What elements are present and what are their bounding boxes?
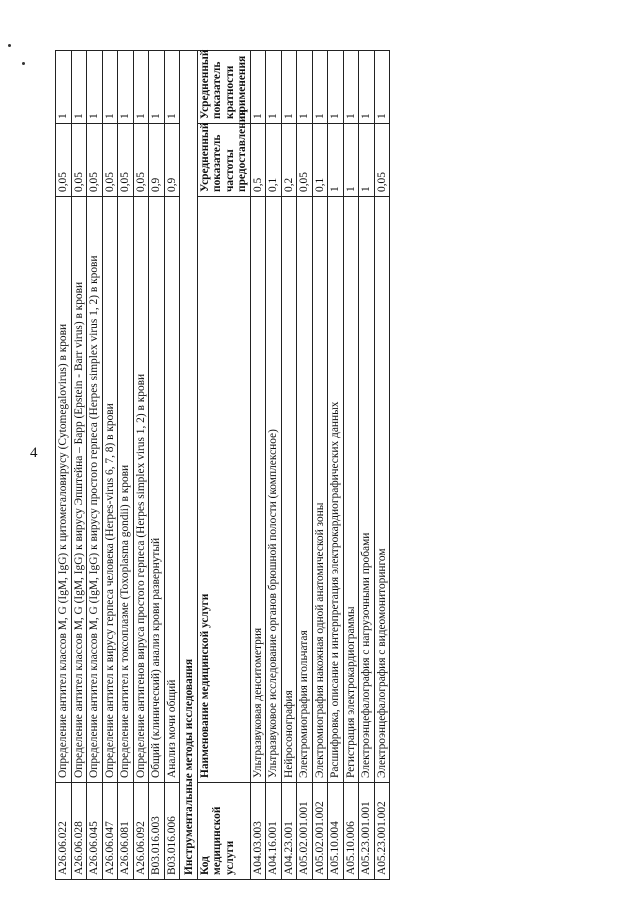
service-code: A04.16.001 (266, 783, 282, 880)
service-code: A26.06.045 (87, 783, 103, 880)
header-frequency: Усредненный показатель частоты предоставления (197, 124, 250, 197)
table-row (56, 51, 72, 880)
service-name: Определение антител классов M, G (IgM, IgG) к вирусу Эпштейна – Барр (Epstein - Barr virus) в крови (71, 197, 87, 783)
service-code: A05.02.001.001 (297, 783, 313, 880)
table-row (374, 51, 390, 880)
frequency-value: 0,1 (312, 124, 328, 197)
scan-speck (8, 44, 11, 47)
multiplicity-value: 1 (56, 51, 72, 124)
frequency-value: 0,05 (118, 124, 134, 197)
service-code: B03.016.006 (164, 783, 180, 880)
service-name: Электроэнцефалография с видеомониторингом (374, 197, 390, 783)
service-name: Электромиография игольчатая (297, 197, 313, 783)
service-code: A26.06.028 (71, 783, 87, 880)
frequency-value: 1 (328, 124, 344, 197)
table-row (133, 51, 149, 880)
service-code: A05.02.001.002 (312, 783, 328, 880)
table-row (281, 51, 297, 880)
frequency-value: 0,05 (374, 124, 390, 197)
service-name: Определение антител классов M, G (IgM, IgG) к вирусу простого герпеса (Herpes simplex virus 1, 2) в крови (87, 197, 103, 783)
frequency-value: 0,5 (250, 124, 266, 197)
service-code: A05.23.001.002 (374, 783, 390, 880)
service-code: A04.23.001 (281, 783, 297, 880)
frequency-value: 0,05 (133, 124, 149, 197)
service-code: A05.10.004 (328, 783, 344, 880)
multiplicity-value: 1 (281, 51, 297, 124)
multiplicity-value: 1 (133, 51, 149, 124)
frequency-value: 0,05 (56, 124, 72, 197)
multiplicity-value: 1 (312, 51, 328, 124)
frequency-value: 0,9 (149, 124, 165, 197)
multiplicity-value: 1 (149, 51, 165, 124)
service-name: Определение антител классов M, G (IgM, IgG) к цитомегаловирусу (Cytomegalovirus) в крови (56, 197, 72, 783)
frequency-value: 0,05 (297, 124, 313, 197)
service-name: Определение антител к вирусу герпеса человека (Herpes-virus 6, 7, 8) в крови (102, 197, 118, 783)
frequency-value: 0,05 (87, 124, 103, 197)
multiplicity-value: 1 (87, 51, 103, 124)
rotated-page-content (55, 50, 585, 880)
service-name: Общий (клинический) анализ крови развернутый (149, 197, 165, 783)
page-number: 4 (30, 445, 38, 461)
frequency-value: 0,05 (102, 124, 118, 197)
multiplicity-value: 1 (71, 51, 87, 124)
multiplicity-value: 1 (164, 51, 180, 124)
service-code: A26.06.022 (56, 783, 72, 880)
service-code: A05.23.001.001 (359, 783, 375, 880)
multiplicity-value: 1 (359, 51, 375, 124)
header-name: Наименование медицинской услуги (197, 197, 250, 783)
table-row (71, 51, 87, 880)
section-title: Инструментальные методы исследования (180, 51, 198, 880)
table-row (266, 51, 282, 880)
services-table (55, 50, 390, 880)
service-name: Нейросонография (281, 197, 297, 783)
section-row (180, 51, 198, 880)
frequency-value: 0,9 (164, 124, 180, 197)
multiplicity-value: 1 (343, 51, 359, 124)
service-code: B03.016.003 (149, 783, 165, 880)
multiplicity-value: 1 (102, 51, 118, 124)
table-row (297, 51, 313, 880)
service-name: Расшифровка, описание и интерпретация электрокардиографических данных (328, 197, 344, 783)
service-code: A26.06.047 (102, 783, 118, 880)
table-row (149, 51, 165, 880)
service-name: Ультразвуковая денситометрия (250, 197, 266, 783)
header-code: Код медицинской услуги (197, 783, 250, 880)
frequency-value: 1 (343, 124, 359, 197)
table-row (118, 51, 134, 880)
service-code: A26.06.081 (118, 783, 134, 880)
service-name: Определение антител к токсоплазме (Toxoplasma gondii) в крови (118, 197, 134, 783)
service-name: Электроэнцефалография с нагрузочными пробами (359, 197, 375, 783)
service-name: Регистрация электрокардиограммы (343, 197, 359, 783)
frequency-value: 1 (359, 124, 375, 197)
multiplicity-value: 1 (250, 51, 266, 124)
frequency-value: 0,05 (71, 124, 87, 197)
frequency-value: 0,1 (266, 124, 282, 197)
multiplicity-value: 1 (118, 51, 134, 124)
table-row (102, 51, 118, 880)
table-row (250, 51, 266, 880)
table-row (328, 51, 344, 880)
multiplicity-value: 1 (297, 51, 313, 124)
header-multiplicity: Усредненный показатель кратности применения (197, 51, 250, 124)
service-code: A04.03.003 (250, 783, 266, 880)
multiplicity-value: 1 (266, 51, 282, 124)
table-row (359, 51, 375, 880)
table-row (343, 51, 359, 880)
header-row (197, 51, 250, 880)
multiplicity-value: 1 (374, 51, 390, 124)
service-name: Определение антигенов вируса простого герпеса (Herpes simplex virus 1, 2) в крови (133, 197, 149, 783)
table-row (164, 51, 180, 880)
frequency-value: 0,2 (281, 124, 297, 197)
scan-speck (22, 62, 25, 65)
service-name: Анализ мочи общий (164, 197, 180, 783)
service-code: A05.10.006 (343, 783, 359, 880)
service-name: Ультразвуковое исследование органов брюшной полости (комплексное) (266, 197, 282, 783)
table-row (87, 51, 103, 880)
multiplicity-value: 1 (328, 51, 344, 124)
table-row (312, 51, 328, 880)
service-code: A26.06.092 (133, 783, 149, 880)
service-name: Электромиография накожная одной анатомической зоны (312, 197, 328, 783)
